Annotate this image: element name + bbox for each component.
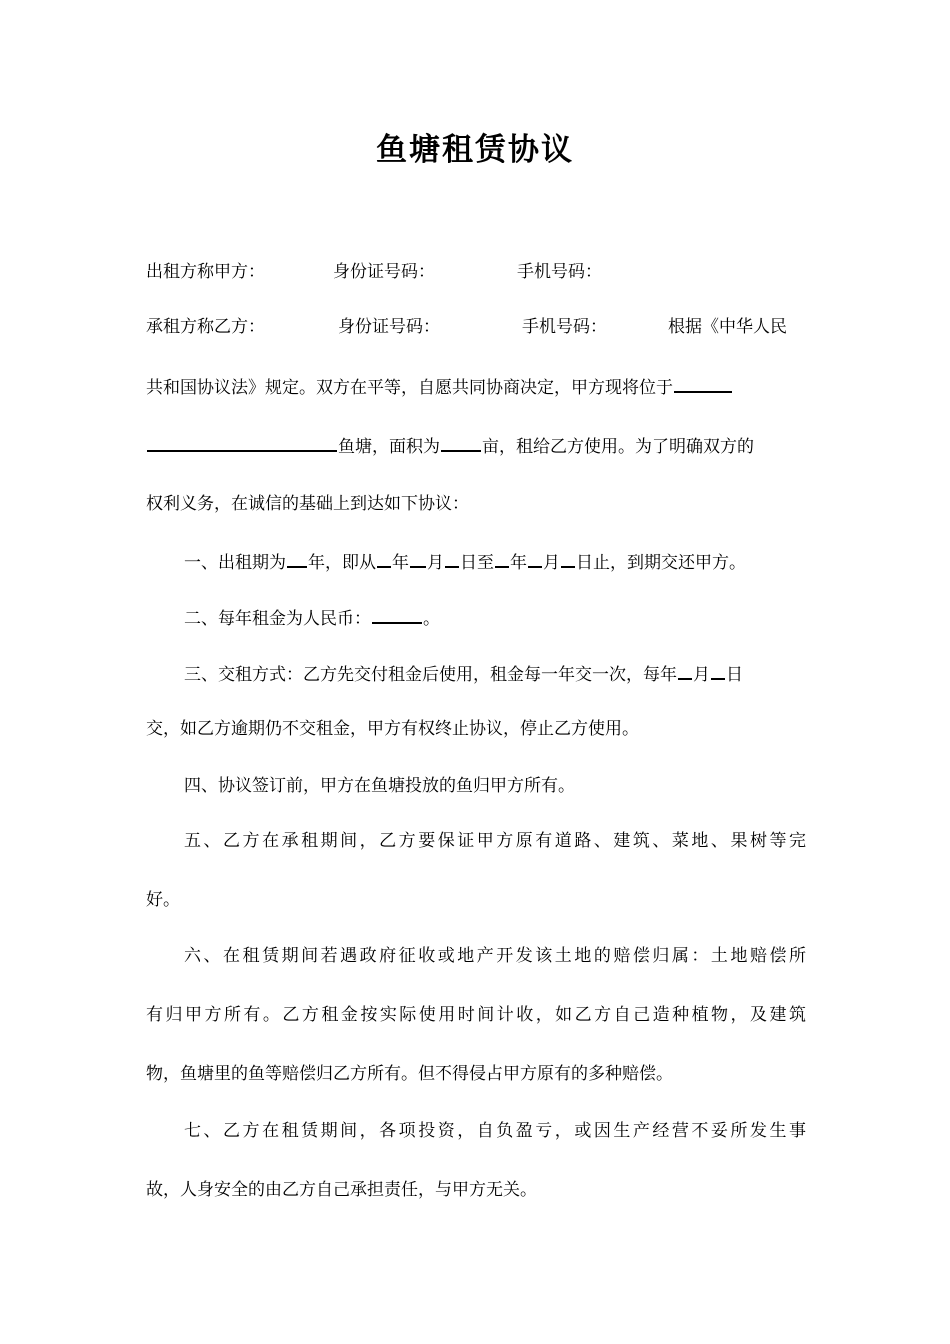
clause-1 [184, 549, 806, 575]
clause-3-a: 三、交租方式：乙方先交付租金后使用，租金每一年交一次，每年 [184, 665, 677, 685]
area-blank [441, 433, 481, 452]
start-month-blank [410, 549, 426, 568]
end-month-blank [528, 549, 542, 568]
location-blank [674, 374, 732, 393]
clause-1-g: 月 [543, 553, 560, 573]
clause-1-f: 年 [510, 553, 527, 573]
start-day-blank [445, 549, 459, 568]
clause-7-line-1: 七、乙方在租赁期间，各项投资，自负盈亏，或因生产经营不妥所发生事 [184, 1121, 806, 1141]
party-b-phone-label: 手机号码： [522, 317, 607, 337]
clause-2-a: 二、每年租金为人民币： [184, 609, 371, 629]
years-blank [287, 549, 307, 568]
clause-1-e: 日至 [460, 553, 494, 573]
clause-4: 四、协议签订前，甲方在鱼塘投放的鱼归甲方所有。 [184, 776, 575, 796]
pay-month-blank [678, 661, 692, 680]
intro-line-1 [146, 374, 806, 400]
end-year-blank [495, 549, 509, 568]
location-blank-2 [147, 433, 337, 452]
pay-day-blank [711, 661, 725, 680]
clause-2 [184, 605, 806, 631]
intro-line-3: 权利义务，在诚信的基础上到达如下协议： [146, 494, 469, 514]
clause-5-line-2: 好。 [146, 890, 180, 910]
intro-text-1: 共和国协议法》规定。双方在平等，自愿共同协商决定，甲方现将位于 [146, 378, 673, 398]
clause-1-a: 一、出租期为 [184, 553, 286, 573]
party-a-line [146, 260, 806, 284]
party-b-tail: 根据《中华人民 [668, 317, 787, 337]
clause-5-line-1: 五、乙方在承租期间，乙方要保证甲方原有道路、建筑、菜地、果树等完 [184, 831, 806, 851]
start-year-blank [377, 549, 391, 568]
party-b-label: 承租方称乙方： [146, 317, 265, 337]
clause-6-line-3: 物，鱼塘里的鱼等赔偿归乙方所有。但不得侵占甲方原有的多种赔偿。 [146, 1064, 673, 1084]
party-a-id-label: 身份证号码： [333, 262, 435, 282]
clause-6-line-1: 六、在租赁期间若遇政府征收或地产开发该土地的赔偿归属：土地赔偿所 [184, 946, 806, 966]
party-b-id-label: 身份证号码： [338, 317, 440, 337]
clause-3-c: 日 [726, 665, 743, 685]
clause-6-line-2: 有归甲方所有。乙方租金按实际使用时间计收，如乙方自己造种植物，及建筑 [146, 1005, 806, 1025]
clause-3-b: 月 [693, 665, 710, 685]
clause-7-line-2: 故，人身安全的由乙方自己承担责任，与甲方无关。 [146, 1180, 537, 1200]
party-b-line [146, 315, 806, 339]
document-title: 鱼塘租赁协议 [376, 132, 574, 168]
clause-2-b: 。 [423, 609, 440, 629]
intro-text-2a: 鱼塘，面积为 [338, 437, 440, 457]
clause-1-b: 年，即从 [308, 553, 376, 573]
clause-3-line-2: 交，如乙方逾期仍不交租金，甲方有权终止协议，停止乙方使用。 [146, 719, 639, 739]
clause-1-c: 年 [392, 553, 409, 573]
rent-amount-blank [372, 605, 422, 624]
party-a-phone-label: 手机号码： [517, 262, 602, 282]
clause-1-h: 日止，到期交还甲方。 [576, 553, 746, 573]
end-day-blank [561, 549, 575, 568]
party-a-label: 出租方称甲方： [146, 262, 265, 282]
clause-3-line-1 [184, 661, 806, 687]
clause-1-d: 月 [427, 553, 444, 573]
intro-text-2b: 亩，租给乙方使用。为了明确双方的 [482, 437, 754, 457]
intro-line-2 [146, 433, 806, 459]
